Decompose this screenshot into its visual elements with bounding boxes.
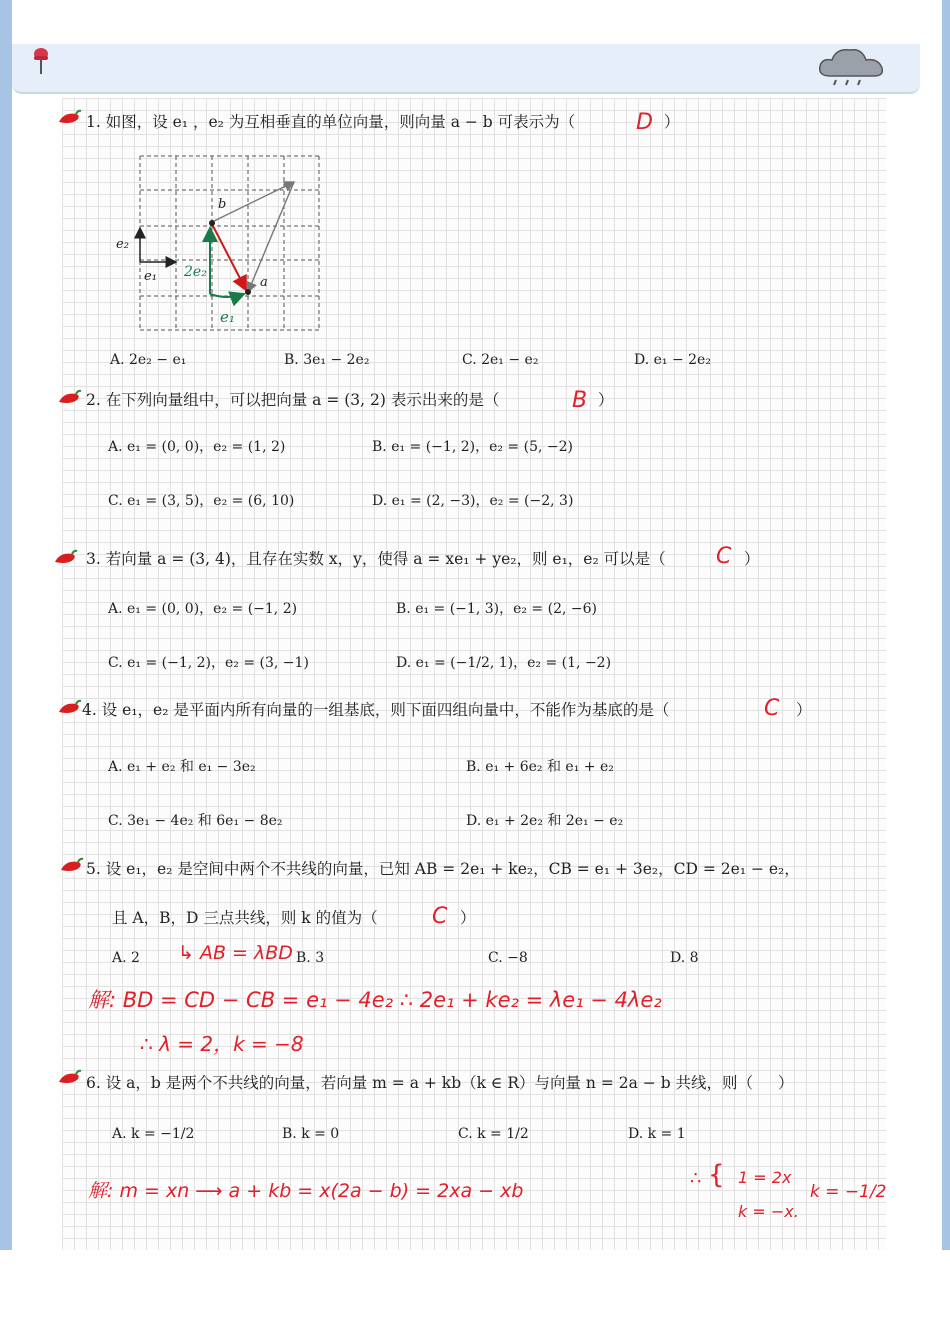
q1-option-b: B. 3e₁ − 2e₂: [284, 352, 370, 368]
question-text: 若向量 a = (3, 4)，且存在实数 x，y，使得 a = xe₁ + ye₂，则 e₁，e₂ 可以是（: [105, 550, 666, 568]
chili-icon: [58, 856, 84, 876]
q5-option-a: A. 2: [112, 950, 140, 966]
label-e1: e₁: [144, 269, 157, 284]
q6-option-c: C. k = 1/2: [458, 1126, 529, 1142]
q2-option-c: C. e₁ = (3, 5)，e₂ = (6, 10): [108, 493, 295, 509]
answer-q2: B: [572, 388, 588, 413]
q2-option-b: B. e₁ = (−1, 2)，e₂ = (5, −2): [372, 439, 573, 455]
question-4: [82, 698, 669, 720]
question-text: 设 e₁，e₂ 是平面内所有向量的一组基底，则下面四组向量中，不能作为基底的是（: [101, 701, 670, 719]
question-number: 6.: [86, 1074, 101, 1092]
q4-option-b: B. e₁ + 6e₂ 和 e₁ + e₂: [466, 759, 614, 775]
answer-q5: C: [432, 904, 448, 929]
question-1: [86, 110, 575, 132]
q1-option-c: C. 2e₁ − e₂: [462, 352, 539, 368]
close-paren: ）: [460, 909, 476, 927]
q4-option-a: A. e₁ + e₂ 和 e₁ − 3e₂: [108, 759, 256, 775]
page-bottom: [0, 1250, 950, 1341]
chili-icon: [52, 548, 78, 568]
question-text: 设 a，b 是两个不共线的向量，若向量 m = a + kb（k ∈ R）与向量 n = 2a − b 共线，则（: [105, 1074, 754, 1092]
label-e2: e₂: [116, 237, 129, 252]
close-paren: ）: [664, 113, 680, 131]
q3-option-d: D. e₁ = (−1/2, 1)，e₂ = (1, −2): [396, 655, 612, 671]
q3-option-c: C. e₁ = (−1, 2)，e₂ = (3, −1): [108, 655, 309, 671]
note-eq1-q6: 1 = 2x: [738, 1168, 792, 1187]
hand-e1: e₁: [220, 308, 235, 326]
note-therefore-q6: ∴: [690, 1168, 702, 1189]
question-5-line2: 且 A，B，D 三点共线，则 k 的值为（: [112, 909, 378, 927]
question-number: 2.: [86, 391, 101, 409]
q5-option-b: B. 3: [296, 950, 325, 966]
question-6: [86, 1071, 753, 1093]
label-a: a: [260, 275, 268, 290]
q4-option-c: C. 3e₁ − 4e₂ 和 6e₁ − 8e₂: [108, 813, 283, 829]
q2-option-a: A. e₁ = (0, 0)，e₂ = (1, 2): [108, 439, 286, 455]
note-eq2-q6: k = −x.: [738, 1202, 799, 1221]
q6-option-b: B. k = 0: [282, 1126, 340, 1142]
question-3: [86, 547, 666, 569]
q6-option-d: D. k = 1: [628, 1126, 686, 1142]
question-number: 1.: [86, 113, 101, 131]
left-border: [0, 0, 12, 1250]
close-paren: ）: [778, 1074, 794, 1092]
q6-option-a: A. k = −1/2: [112, 1126, 195, 1142]
q2-option-d: D. e₁ = (2, −3)，e₂ = (−2, 3): [372, 493, 574, 509]
question-number: 4.: [82, 701, 97, 719]
right-border: [942, 0, 950, 1250]
chili-icon: [56, 698, 82, 718]
q3-option-a: A. e₁ = (0, 0)，e₂ = (−1, 2): [108, 601, 298, 617]
close-paren: ）: [598, 391, 614, 409]
q1-option-d: D. e₁ − 2e₂: [634, 352, 711, 368]
note-result-q5: ∴ λ = 2，k = −8: [140, 1032, 304, 1056]
question-5: [86, 857, 800, 879]
header-bar: [12, 44, 920, 94]
chili-icon: [56, 388, 82, 408]
question-number: 3.: [86, 550, 101, 568]
pin-icon: [30, 46, 52, 76]
q5-option-d: D. 8: [670, 950, 699, 966]
q3-option-b: B. e₁ = (−1, 3)，e₂ = (2, −6): [396, 601, 597, 617]
chili-icon: [56, 108, 82, 128]
question-text: 在下列向量组中，可以把向量 a = (3, 2) 表示出来的是（: [105, 391, 500, 409]
question-number: 5.: [86, 860, 101, 878]
q4-option-d: D. e₁ + 2e₂ 和 2e₁ − e₂: [466, 813, 624, 829]
answer-q3: C: [716, 544, 732, 569]
question-text: 设 e₁，e₂ 是空间中两个不共线的向量，已知 AB = 2e₁ + ke₂，CB = e₁ + 3e₂，CD = 2e₁ − e₂，: [105, 860, 800, 878]
answer-q4: C: [764, 696, 780, 721]
label-b: b: [218, 197, 227, 212]
vector-diagram: [112, 150, 332, 340]
note-solution-q6: 解: m = xn ⟶ a + kb = x(2a − b) = 2xa − xb: [88, 1180, 524, 1202]
cloud-rain-icon: [812, 42, 892, 88]
chili-icon: [56, 1068, 82, 1088]
note-result-q6: k = −1/2: [810, 1182, 887, 1202]
question-text: 如图，设 e₁ ，e₂ 为互相垂直的单位向量，则向量 a − b 可表示为（: [105, 113, 576, 131]
note-solution-q5: 解: BD = CD − CB = e₁ − 4e₂ ∴ 2e₁ + ke₂ = λe₁ − 4λe₂: [88, 988, 662, 1012]
note-ab-lambda-bd: ↳ AB = λBD: [178, 942, 293, 964]
close-paren: ）: [744, 550, 760, 568]
answer-q1: D: [636, 110, 653, 135]
q1-option-a: A. 2e₂ − e₁: [110, 352, 187, 368]
q5-option-c: C. −8: [488, 950, 528, 966]
hand-2e2: 2e₂: [184, 264, 207, 280]
question-2: [86, 388, 499, 410]
close-paren: ）: [796, 701, 812, 719]
brace-symbol: {: [708, 1160, 725, 1190]
